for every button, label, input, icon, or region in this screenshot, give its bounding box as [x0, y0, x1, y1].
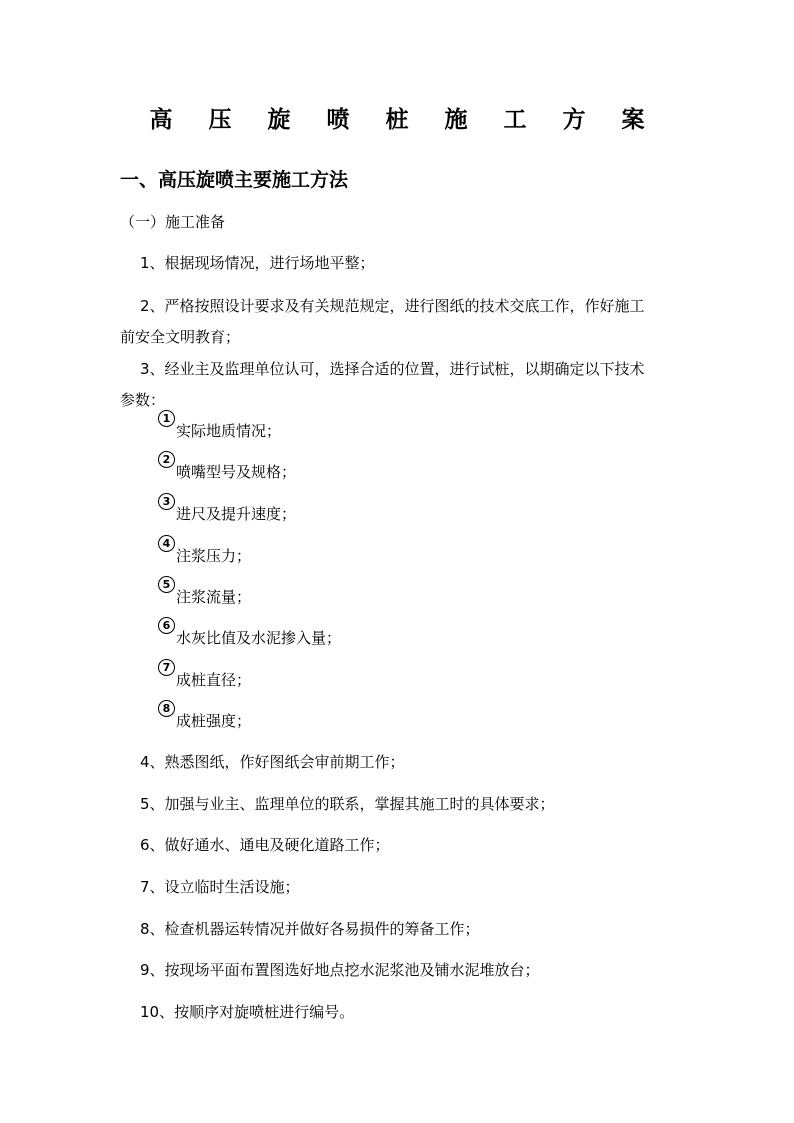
- subsection-heading: （一）施工准备: [120, 213, 226, 231]
- list-item: 3、经业主及监理单位认可，选择合适的位置，进行试桩，以期确定以下技术: [140, 360, 645, 378]
- list-item-continuation: 前安全文明教育；: [120, 328, 241, 346]
- parameter-text: 水灰比值及水泥掺入量；: [176, 629, 342, 647]
- parameter-text: 实际地质情况；: [176, 422, 282, 440]
- circled-number-icon: 3: [158, 493, 175, 510]
- circled-number-icon: 6: [158, 617, 175, 634]
- list-item: 10、按顺序对旋喷桩进行编号。: [140, 1003, 355, 1021]
- circled-number-icon: 2: [158, 451, 175, 468]
- circled-number-icon: 4: [158, 535, 175, 552]
- parameter-text: 注浆流量；: [176, 588, 252, 606]
- list-item: 6、做好通水、通电及硬化道路工作；: [140, 836, 390, 854]
- parameter-text: 注浆压力；: [176, 547, 252, 565]
- circled-number-icon: 1: [158, 410, 175, 427]
- list-item: 1、根据现场情况，进行场地平整；: [140, 254, 375, 272]
- section-heading: 一、高压旋喷主要施工方法: [120, 169, 349, 191]
- list-item: 9、按现场平面布置图选好地点挖水泥浆池及铺水泥堆放台；: [140, 961, 540, 979]
- parameter-text: 成桩直径；: [176, 671, 252, 689]
- document-title: 高 压 旋 喷 桩 施 工 方 案: [149, 106, 659, 133]
- list-item: 7、设立临时生活设施；: [140, 878, 300, 896]
- parameter-text: 进尺及提升速度；: [176, 505, 297, 523]
- parameter-text: 喷嘴型号及规格；: [176, 463, 297, 481]
- circled-number-icon: 5: [158, 576, 175, 593]
- list-item-continuation: 参数：: [120, 391, 166, 409]
- list-item: 4、熟悉图纸，作好图纸会审前期工作；: [140, 753, 405, 771]
- parameter-text: 成桩强度；: [176, 712, 252, 730]
- list-item: 2、严格按照设计要求及有关规范规定，进行图纸的技术交底工作，作好施工: [140, 297, 645, 315]
- list-item: 8、检查机器运转情况并做好各易损件的筹备工作；: [140, 920, 480, 938]
- circled-number-icon: 8: [158, 700, 175, 717]
- list-item: 5、加强与业主、监理单位的联系，掌握其施工时的具体要求；: [140, 795, 555, 813]
- circled-number-icon: 7: [158, 659, 175, 676]
